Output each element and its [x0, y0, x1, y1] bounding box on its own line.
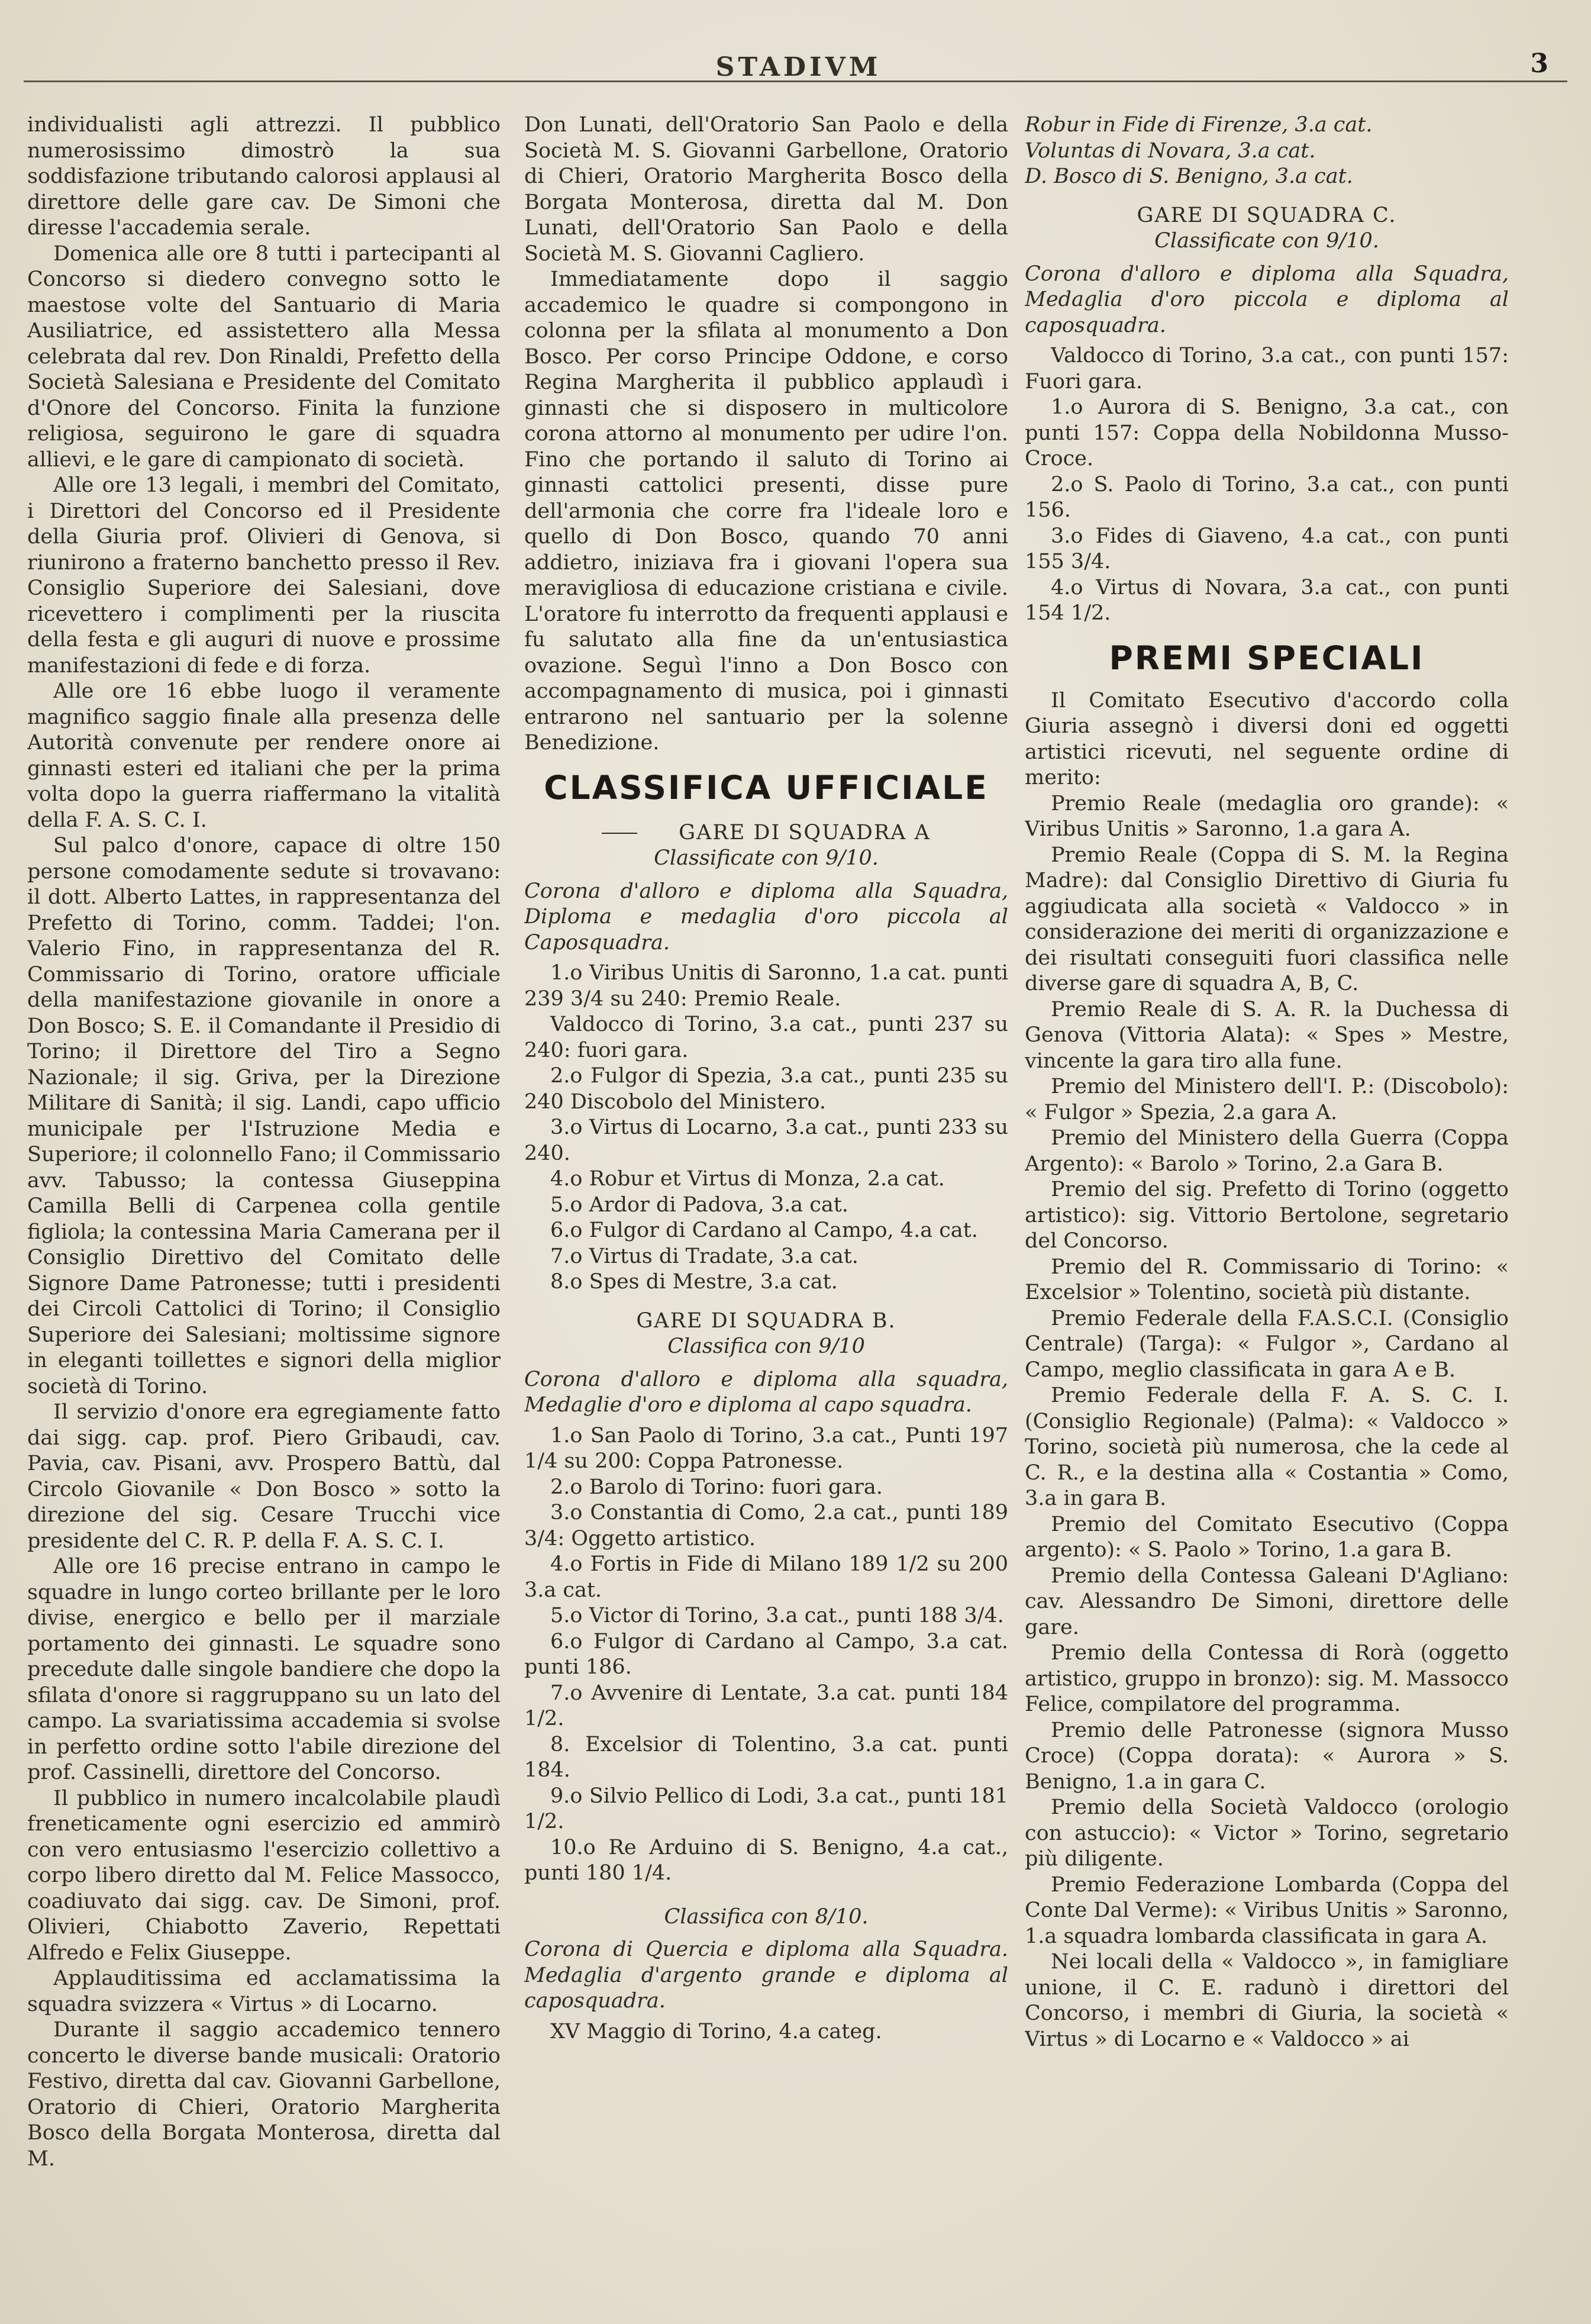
gare-b-title: GARE DI SQUADRA B.	[636, 1308, 896, 1333]
gare-c-classificate: Classificate con 9/10.	[1154, 229, 1379, 253]
list-item: XV Maggio di Torino, 4.a categ.	[550, 2019, 882, 2043]
gare-a-title-text: GARE DI SQUADRA A	[679, 820, 931, 844]
paragraph: Alle ore 16 precise entrano in campo le squadre in lungo corteo brillante per le loro divise, energico e bello per il marziale portamento dei ginnasti. Le squadre sono precedute dalle singole bandiere che dopo la sfilata d'onore si raggruppano su un lato del campo. La svariatissima accademia si svolse in perfetto ordine sotto l'abile direzione del prof. Cassinelli, direttore del Concorso.	[27, 1555, 501, 1784]
header-rule	[24, 80, 1567, 82]
list-item: 4.o Robur et Virtus di Monza, 2.a cat.	[550, 1167, 945, 1191]
list-item: 1.o Viribus Unitis di Saronno, 1.a cat. punti 239 3/4 su 240: Premio Reale.	[524, 961, 1008, 1011]
paragraph: Il pubblico in numero incalcolabile plaudì freneticamente ogni esercizio ed ammirò con vero entusiasmo l'esercizio collettivo a corpo libero diretto dal M. Felice Massocco, coadiuvato dai sigg. cav. De Simoni, prof. Olivieri, Chiabotto Zaverio, Repettati Alfredo e Felix Giuseppe.	[27, 1786, 501, 1965]
paragraph: Nei locali della « Valdocco », in famigliare unione, il C. E. radunò i direttori del Concorso, i membri di Giuria, la società « Virtus » di Locarno e « Valdocco » ai	[1025, 1950, 1509, 2051]
paragraph: Applauditissima ed acclamatissima la squadra svizzera « Virtus » di Locarno.	[27, 1967, 501, 2016]
paragraph: Il Comitato Esecutivo d'accordo colla Giuria assegnò i diversi doni ed oggetti artistici ricevuti, nel seguente ordine di merito:	[1025, 688, 1509, 789]
list-item: D. Bosco di S. Benigno, 3.a cat.	[1025, 165, 1353, 188]
publication-title: STADIVM	[715, 52, 882, 82]
list-item: 4.o Virtus di Novara, 3.a cat., con punti 154 1/2.	[1025, 575, 1509, 625]
section-heading-classifica: CLASSIFICA UFFICIALE	[544, 768, 989, 807]
paragraph: Premio Reale (medaglia oro grande): « Viribus Unitis » Saronno, 1.a gara A.	[1025, 791, 1509, 841]
column-2	[524, 112, 1008, 2314]
list-item: Voluntas di Novara, 3.a cat.	[1025, 138, 1316, 163]
list-item: 9.o Silvio Pellico di Lodi, 3.a cat., punti 181 1/2.	[524, 1784, 1008, 1833]
paragraph: Alle ore 16 ebbe luogo il veramente magnifico saggio finale alla presenza delle Autorità convenute per rendere onore ai ginnasti esteri ed italiani che per la prima volta dopo la guerra riaffermano la vitalità della F. A. S. C. I.	[27, 679, 501, 832]
page-number: 3	[1530, 49, 1548, 79]
list-item: Robur in Fide di Firenze, 3.a cat.	[1025, 113, 1373, 137]
paragraph: Premio Reale (Coppa di S. M. la Regina Madre): dal Consiglio Direttivo di Giuria fu aggiudicata alla società « Valdocco » in considerazione dei meriti di organizzazione e dei risultati conseguiti fuori classifica nelle diverse gare di squadra A, B, C.	[1025, 843, 1509, 995]
column-1	[27, 112, 501, 2314]
column-3	[1025, 112, 1509, 2314]
list-item: 4.o Fortis in Fide di Milano 189 1/2 su 200 3.a cat.	[524, 1552, 1008, 1602]
masthead	[24, 49, 1573, 90]
paragraph: Don Lunati, dell'Oratorio San Paolo e della Società M. S. Giovanni Garbellone, Oratorio di Chieri, Oratorio Margherita Bosco della Borgata Monterosa, diretta dal M. Don Lunati, dell'Oratorio San Paolo e della Società M. S. Giovanni Cagliero.	[524, 113, 1008, 266]
list-item: 5.o Ardor di Padova, 3.a cat.	[550, 1192, 848, 1217]
paragraph: Premio Federale della F.A.S.C.I. (Consiglio Centrale) (Targa): « Fulgor », Cardano al Campo, meglio classificata in gara A e B.	[1025, 1306, 1509, 1382]
paragraph: Premio delle Patronesse (signora Musso Croce) (Coppa dorata): « Aurora » S. Benigno, 1.a in gara C.	[1025, 1718, 1509, 1794]
list-item: Valdocco di Torino, 3.a cat., punti 237 su 240: fuori gara.	[524, 1013, 1008, 1062]
list-item: 1.o Aurora di S. Benigno, 3.a cat., con punti 157: Coppa della Nobildonna Musso-Croce.	[1025, 395, 1509, 470]
gare-a-classificate: Classificate con 9/10.	[654, 846, 879, 870]
list-item: 3.o Constantia di Como, 2.a cat., punti 189 3/4: Oggetto artistico.	[524, 1501, 1008, 1551]
paragraph: Il servizio d'onore era egregiamente fatto dai sigg. cap. prof. Piero Gribaudi, cav. Pavia, cav. Pisani, avv. Prospero Battù, dal Circolo Giovanile « Don Bosco » sotto la direzione del sig. Cesare Trucchi vice presidente del C. R. P. della F. A. S. C. I.	[27, 1400, 501, 1553]
paragraph: Domenica alle ore 8 tutti i partecipanti al Concorso si diedero convegno sotto le maestose volte del Santuario di Maria Ausiliatrice, ed assistettero alla Messa celebrata dal rev. Don Rinaldi, Prefetto della Società Salesiana e Presidente del Comitato d'Onore del Concorso. Finita la funzione religiosa, seguirono le gare di squadra allievi, e le gare di campionato di società.	[27, 241, 501, 472]
list-item: 2.o S. Paolo di Torino, 3.a cat., con punti 156.	[1025, 472, 1509, 522]
list-item: 2.o Fulgor di Spezia, 3.a cat., punti 235 su 240 Discobolo del Ministero.	[524, 1064, 1008, 1114]
list-item: 8.o Spes di Mestre, 3.a cat.	[550, 1270, 838, 1294]
paragraph: individualisti agli attrezzi. Il pubblico numerosissimo dimostrò la sua soddisfazione tributando calorosi applausi al direttore delle gare cav. De Simoni che diresse l'accademia serale.	[27, 113, 501, 240]
list-item: 2.o Barolo di Torino: fuori gara.	[550, 1475, 883, 1499]
gare-b-corona: Corona d'alloro e diploma alla squadra, Medaglie d'oro e diploma al capo squadra.	[524, 1367, 1008, 1417]
gare-c-title: GARE DI SQUADRA C.	[1137, 203, 1397, 227]
paragraph: Premio del Comitato Esecutivo (Coppa argento): « S. Paolo » Torino, 1.a gara B.	[1025, 1512, 1509, 1562]
list-item: 10.o Re Arduino di S. Benigno, 4.a cat., punti 180 1/4.	[524, 1835, 1008, 1885]
gare-b-corona-2: Corona di Quercia e diploma alla Squadra. Medaglia d'argento grande e diploma al caposquadra.	[524, 1938, 1008, 2013]
gare-a-title	[524, 820, 1008, 846]
paragraph: Premio del sig. Prefetto di Torino (oggetto artistico): sig. Vittorio Bertolone, segretario del Concorso.	[1025, 1178, 1509, 1253]
list-item: 1.o San Paolo di Torino, 3.a cat., Punti 197 1/4 su 200: Coppa Patronesse.	[524, 1423, 1008, 1473]
list-item: 7.o Virtus di Tradate, 3.a cat.	[550, 1244, 859, 1268]
paragraph: Premio Federale della F. A. S. C. I. (Consiglio Regionale) (Palma): « Valdocco » Torino, società più numerosa, che la cede al C. R., e la destina alla « Costantia » Como, 3.a in gara B.	[1025, 1384, 1509, 1510]
list-item: 6.o Fulgor di Cardano al Campo, 3.a cat. punti 186.	[524, 1629, 1008, 1679]
list-item: 5.o Victor di Torino, 3.a cat., punti 188 3/4.	[550, 1604, 1004, 1627]
paragraph: Premio del R. Commissario di Torino: « Excelsior » Tolentino, società più distante.	[1025, 1255, 1509, 1304]
paragraph: Premio Federazione Lombarda (Coppa del Conte Dal Verme): « Viribus Unitis » Saronno, 1.a squadra lombarda classificata in gara A.	[1025, 1872, 1509, 1948]
paragraph: Sul palco d'onore, capace di oltre 150 persone comodamente sedute si trovavano: il dott. Alberto Lattes, in rappresentanza del Prefetto di Torino, comm. Taddei; l'on. Valerio Fino, in rappresentanza del R. Commissario di Torino, oratore ufficiale della manifestazione giovanile in onore a Don Bosco; S. E. il Comandante il Presidio di Torino; il Direttore del Tiro a Segno Nazionale; il sig. Griva, per la Direzione Militare di Sanità; il sig. Landi, capo ufficio municipale per l'Istruzione Media e Superiore; il colonnello Fano; il Commissario avv. Tabusso; la contessa Giuseppina Camilla Belli di Carpenea colla gentile figliola; la contessina Maria Camerana per il Consiglio Direttivo del Comitato delle Signore Dame Patronesse; tutti i presidenti dei Circoli Cattolici di Torino; il Consiglio Superiore dei Salesiani; moltissime signore in eleganti toillettes e signori della miglior società di Torino.	[27, 834, 501, 1398]
paragraph: Premio della Contessa di Rorà (oggetto artistico, gruppo in bronzo): sig. M. Massocco Felice, compilatore del programma.	[1025, 1641, 1509, 1716]
gare-b-classificate-2: Classifica con 8/10.	[664, 1904, 869, 1929]
paragraph: Premio Reale di S. A. R. la Duchessa di Genova (Vittoria Alata): « Spes » Mestre, vincente la gara tiro alla fune.	[1025, 997, 1509, 1073]
spacer	[524, 1887, 1008, 1904]
paragraph: Premio del Ministero dell'I. P.: (Discobolo): « Fulgor » Spezia, 2.a gara A.	[1025, 1075, 1509, 1124]
paragraph: Durante il saggio accademico tennero concerto le diverse bande musicali: Oratorio Festivo, diretta dal cav. Giovanni Garbellone, Oratorio di Chieri, Oratorio Margherita Bosco della Borgata Monterosa, diretta dal M.	[27, 2018, 501, 2171]
paragraph: Premio del Ministero della Guerra (Coppa Argento): « Barolo » Torino, 2.a Gara B.	[1025, 1126, 1509, 1176]
dash-rule	[602, 833, 637, 834]
list-item: 3.o Fides di Giaveno, 4.a cat., con punti 155 3/4.	[1025, 524, 1509, 573]
list-item: 3.o Virtus di Locarno, 3.a cat., punti 233 su 240.	[524, 1116, 1008, 1165]
list-item: 8. Excelsior di Tolentino, 3.a cat. punti 184.	[524, 1732, 1008, 1782]
paragraph: Alle ore 13 legali, i membri del Comitato, i Direttori del Concorso ed il Presidente della Giuria prof. Olivieri di Genova, si riunirono a fraterno banchetto presso il Rev. Consiglio Superiore dei Salesiani, dove ricevettero i complimenti per la riuscita della festa e gli auguri di nuove e prossime manifestazioni di fede e di forza.	[27, 473, 501, 678]
paragraph: Immediatamente dopo il saggio accademico le quadre si compongono in colonna per la sfilata al monumento a Don Bosco. Per corso Principe Oddone, e corso Regina Margherita il pubblico applaudì i ginnasti che si disposero in multicolore corona attorno al monumento per udire l'on. Fino che portando il saluto di Torino ai ginnasti cattolici presenti, disse pure dell'armonia che corre fra l'ideale loro e quello di Don Bosco, quando 70 anni addietro, iniziava fra i giovani l'opera sua meravigliosa di educazione cristiana e civile. L'oratore fu interrotto da frequenti applausi e fu salutato alla fine da un'entusiastica ovazione. Seguì l'inno a Don Bosco con accompagnamento di musica, poi i ginnasti entrarono nel santuario per la solenne Benedizione.	[524, 267, 1008, 755]
list-item: Valdocco di Torino, 3.a cat., con punti 157: Fuori gara.	[1025, 344, 1509, 394]
gare-a-corona: Corona d'alloro e diploma alla Squadra, Diploma e medaglia d'oro piccola al Caposquadra.	[524, 879, 1008, 955]
paragraph: Premio della Società Valdocco (orologio con astuccio): « Victor » Torino, segretario più diligente.	[1025, 1796, 1509, 1871]
paragraph: Premio della Contessa Galeani D'Agliano: cav. Alessandro De Simoni, direttore delle gare.	[1025, 1564, 1509, 1639]
list-item: 7.o Avvenire di Lentate, 3.a cat. punti 184 1/2.	[524, 1681, 1008, 1730]
list-item: 6.o Fulgor di Cardano al Campo, 4.a cat.	[550, 1219, 978, 1242]
gare-b-classificate: Classifica con 9/10	[667, 1335, 865, 1358]
section-heading-premi: PREMI SPECIALI	[1109, 639, 1425, 677]
gare-c-corona: Corona d'alloro e diploma alla Squadra, Medaglia d'oro piccola e diploma al caposquadra.	[1025, 262, 1509, 337]
